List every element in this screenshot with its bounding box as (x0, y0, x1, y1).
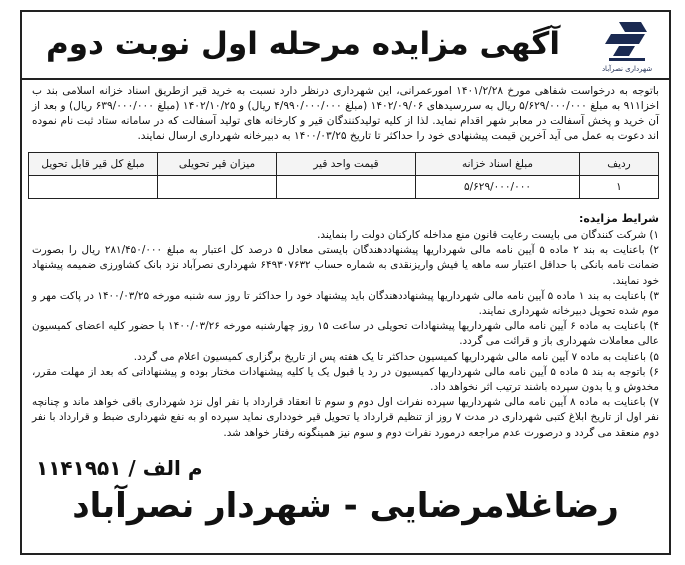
table-row (29, 176, 659, 199)
condition-item: ۳) باعنایت به بند ۱ ماده ۵ آیین نامه مالی شهرداریها پیشنهاددهندگان باید پیشنهاد خود را حداکثر تا روز سه شنبه مورخه ۱۴۰۰/۰۳/۲۵ در پاکت مهر و موم شده تحویل دبیرخانه شهرداری نمایند. (32, 289, 660, 318)
condition-item: ۱) شرکت کنندگان می بایست رعایت قانون منع مداخله کارکنان دولت را بنمایند. (317, 229, 659, 241)
notice-header (22, 12, 669, 80)
conditions-list (32, 228, 659, 441)
items-table (28, 152, 659, 199)
condition-item: ۷) باعنایت به ماده ۸ آیین نامه مالی شهرداریها سپرده نفرات اول دوم و سوم تا انعقاد قرارداد با نفر اول نزد شهرداری باقی خواهد ماند و چنانچه نفر اول از تاریخ ابلاغ کتبی شهرداری در مدت ۷ روز از تنظیم قرارداد یا تحویل قیر خودداری نماید سپرده او به نفع شهرداری ضبط و قرارداد با نفر دوم منعقد می گردد و درصورت عدم مراجعه درمورد نفرات دوم و سوم نیز همینگونه رفتار خواهد شد. (32, 396, 659, 439)
table-header-cell: ردیف (580, 153, 659, 176)
table-cell (29, 176, 158, 199)
municipality-logo-icon (589, 18, 659, 74)
logo-caption: شهرداری نصرآباد (601, 65, 653, 73)
table-header-cell: مبلغ کل قیر قابل تحویل (29, 153, 158, 176)
table-header-row (29, 153, 659, 176)
ad-code: ۱۱۴۱۹۵۱ / م الف (36, 456, 203, 480)
table-header-cell: میزان قیر تحویلی (158, 153, 277, 176)
table-header-cell: قیمت واحد قیر (277, 153, 416, 176)
notice-intro: باتوجه به درخواست شفاهی مورخ ۱۴۰۱/۲/۲۸ امورعمرانی، این شهرداری درنظر دارد نسبت به خرید قیر ازطریق اسناد خزانه اسلامی بند ب اخزا۹۱۱ به مبلغ ۵/۶۲۹/۰۰۰/۰۰۰ ریال به سررسیدهای ۱۴۰۲/۰۹/۰۶ (مبلغ ۴/۹۹۰/۰۰۰/۰۰۰ ریال) و ۱۴۰۲/۱۰/۲۵ (مبلغ ۶۳۹/۰۰۰/۰۰۰ ریال) و بعد از آن خرید و پخش آسفالت در معابر شهر اقدام نماید. لذا از کلیه تولیدکنندگان قیر و کارخانه های تولید آسفالت که در سامانه ستاد ثبت نام نموده اند دعوت به عمل می آید آخرین قیمت پیشنهادی خود را حداکثر تا تاریخ ۱۴۰۰/۰۳/۲۵ به دبیرخانه شهرداری ارسال نمایند. (32, 85, 660, 142)
table-cell (277, 176, 416, 199)
table-cell: ۱ (580, 176, 659, 199)
table-cell (158, 176, 277, 199)
table-header-cell: مبلغ اسناد خزانه (416, 153, 580, 176)
condition-item: ۴) باعنایت به ماده ۶ آیین نامه مالی شهرداریها پیشنهادات تحویلی در ساعت ۱۵ روز چهارشنبه مورخه ۱۴۰۰/۰۳/۲۶ با حضور کلیه اعضای کمیسیون عالی معاملات شهرداری باز و قرائت می گردد. (32, 320, 660, 348)
notice-title: آگهی مزایده مرحله اول نوبت دوم (46, 26, 560, 62)
condition-item: ۲) باعنایت به بند ۲ ماده ۵ آیین نامه مالی شهرداریها پیشنهاددهندگان بایستی معادل ۵ درصد کل اعتبار به مبلغ ۲۸۱/۴۵۰/۰۰۰ ریال را بصورت ضمانت نامه بانکی با حداقل اعتبار سه ماهه یا فیش واریزنقدی به شماره حساب ۶۴۹۳۰۷۶۳۲ شهرداری نصرآباد نزد بانک کشاورزی ضمیمه پیشنهاد خود نمایند. (32, 244, 659, 287)
condition-item: ۵) باعنایت به ماده ۷ آیین نامه مالی شهرداریها کمیسیون حداکثر تا یک هفته پس از تاریخ برگزاری کمیسیون اعلام می گردد. (133, 350, 659, 363)
condition-item: ۶) باتوجه به بند ۵ ماده ۵ آیین نامه مالی شهرداریها کمیسیون در رد یا قبول یک یا کلیه پیشنهادات مختار بوده و پیشنهاداتی که بعد از مهلت مقرر، مخدوش و یا بدون سپرده باشند ترتیب اثر نخواهد داد. (32, 365, 659, 394)
mayor-signature: رضاغلامرضایی - شهردار نصرآباد (72, 486, 619, 526)
notice-page (20, 10, 671, 555)
table-cell: ۵/۶۲۹/۰۰۰/۰۰۰ (416, 176, 580, 199)
conditions-title: شرایط مزایده: (579, 212, 659, 225)
